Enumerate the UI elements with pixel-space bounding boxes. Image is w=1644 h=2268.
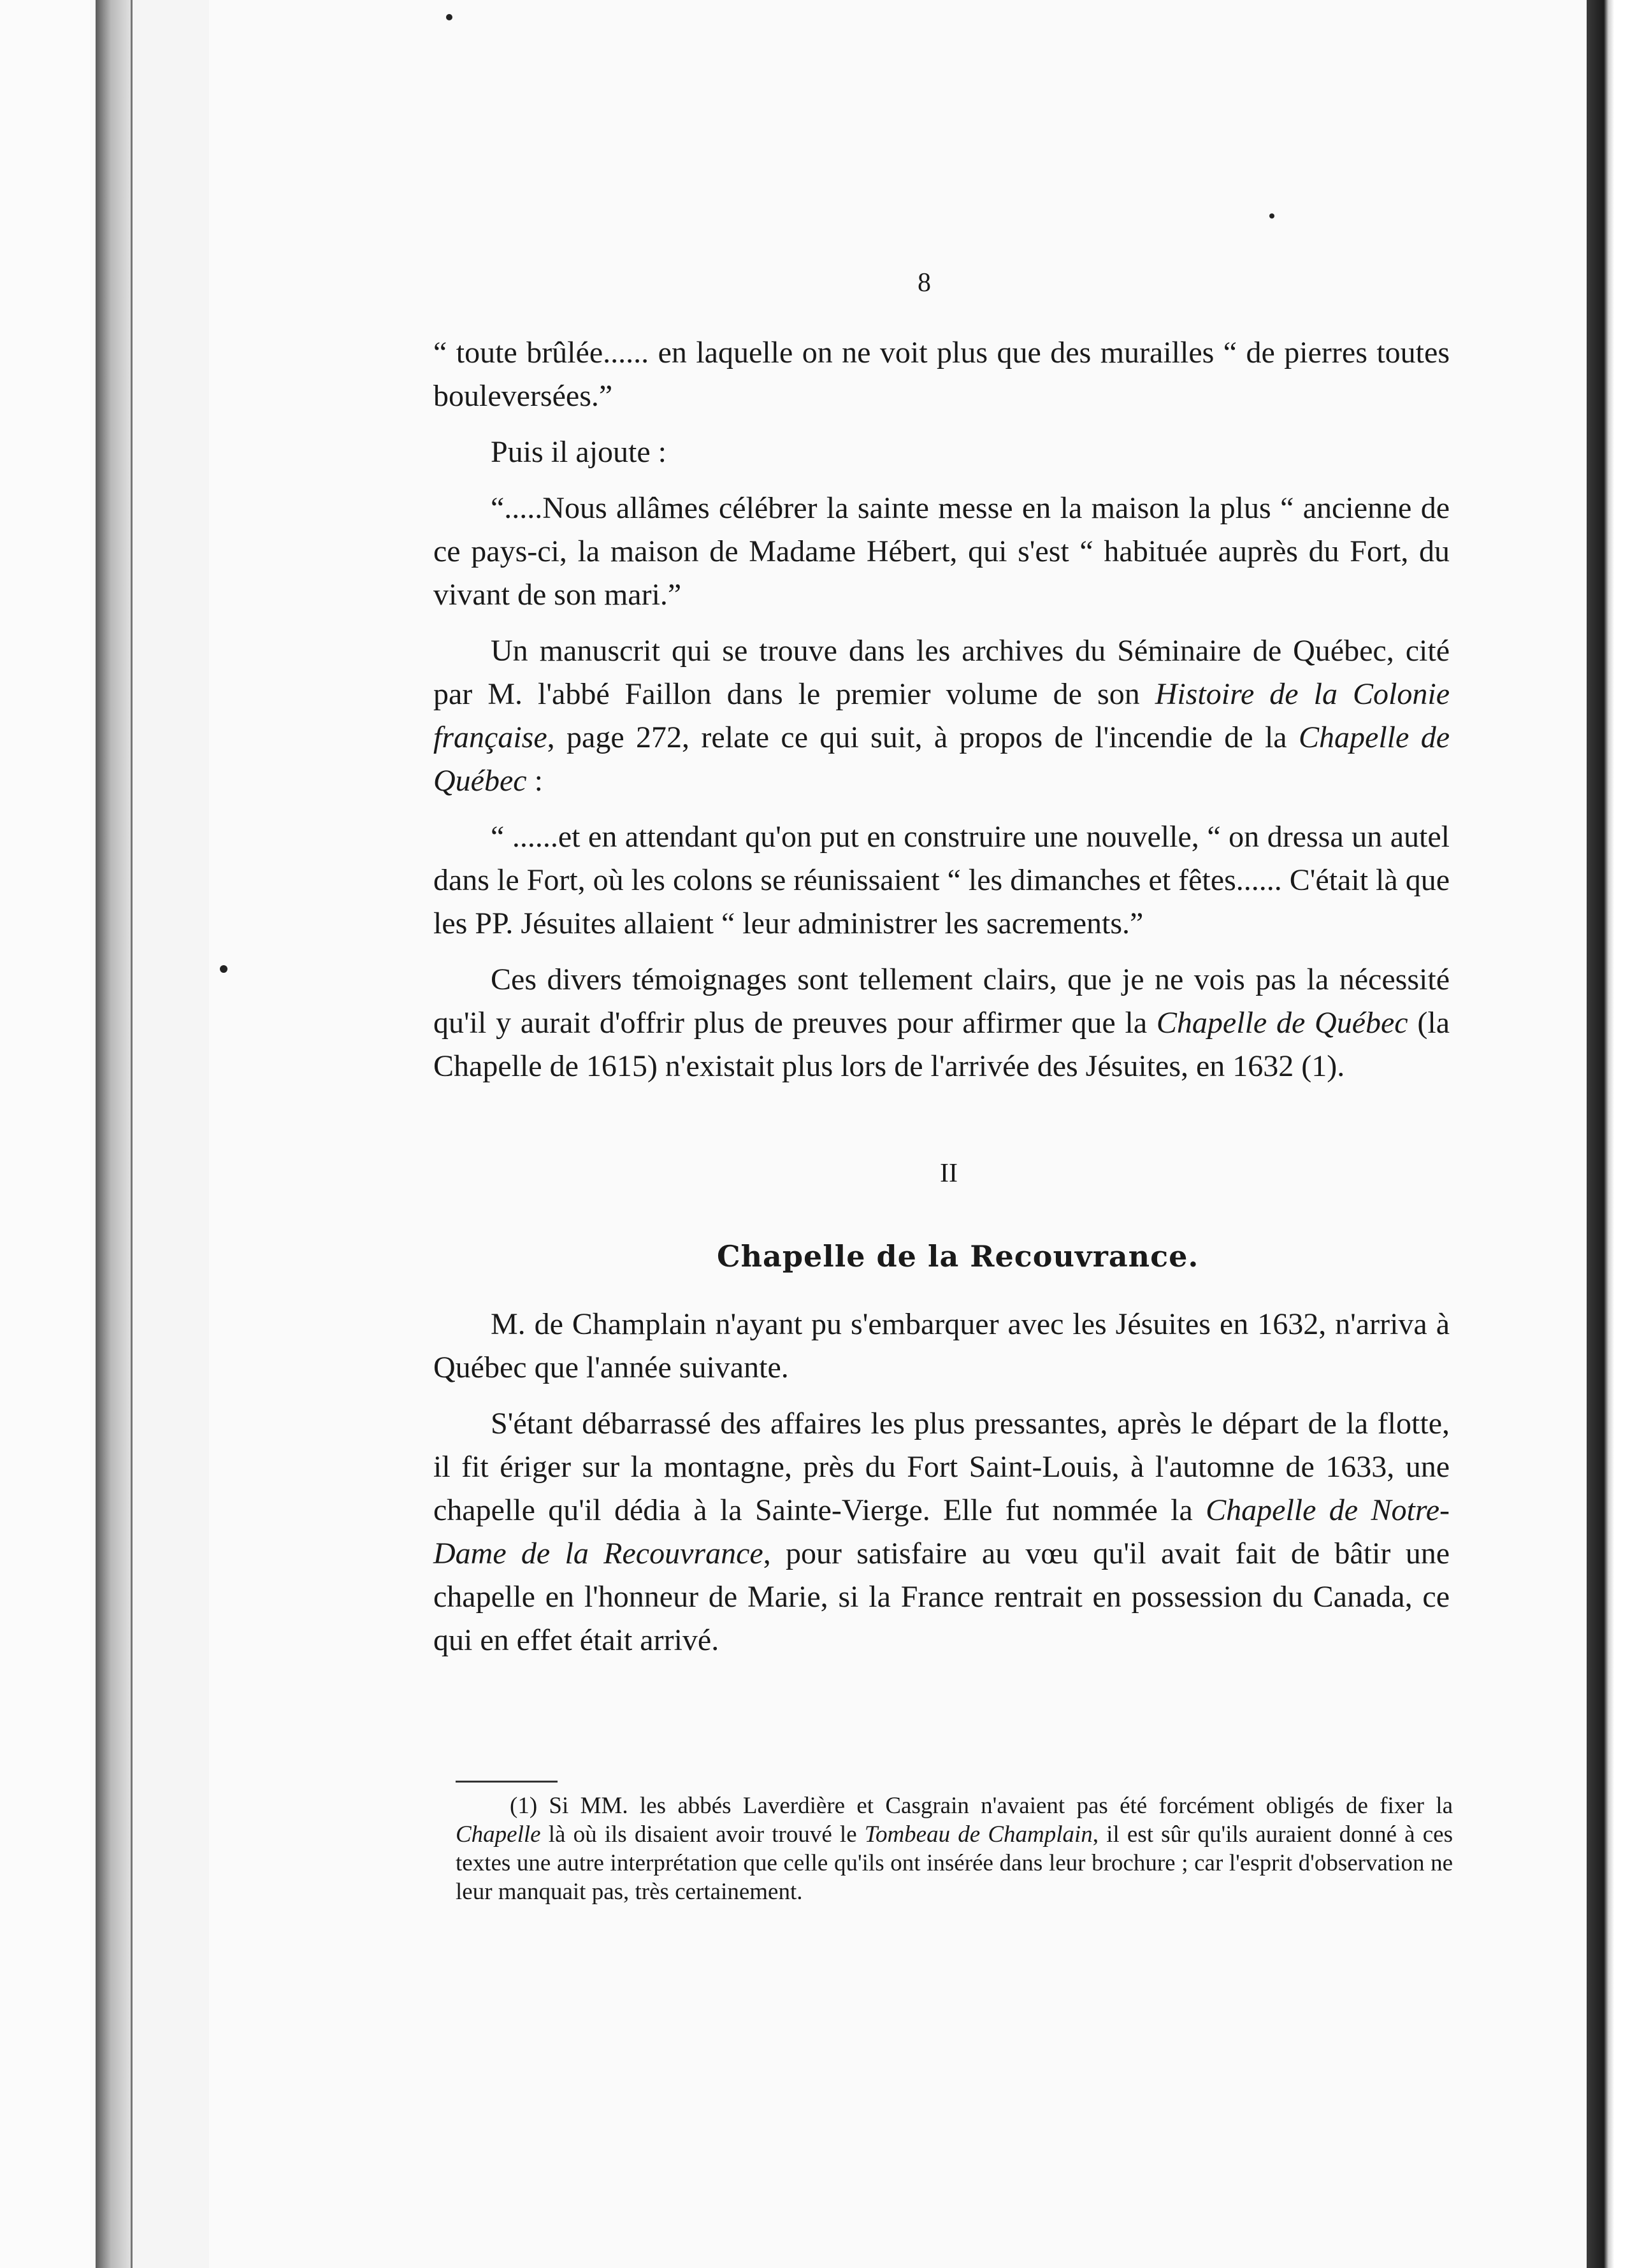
scan-speck <box>446 14 452 20</box>
text-span: là où ils disaient avoir trouvé le <box>540 1821 865 1848</box>
quote-paragraph: “ toute brûlée...... en laquelle on ne voit plus que des murailles “ de pierres toutes bouleversées.” <box>433 336 1450 413</box>
scan-speck <box>220 965 227 973</box>
italic-term: Tombeau de Champlain <box>864 1821 1093 1848</box>
text-top <box>433 331 1450 1088</box>
book-title: Histoire de la Colonie française <box>433 677 1450 754</box>
page-number: 8 <box>918 268 931 298</box>
page-shadow <box>96 0 134 2268</box>
page-binding-edge <box>1587 0 1644 2268</box>
paragraph: Puis il ajoute : <box>491 435 667 469</box>
footnote-divider <box>456 1781 558 1783</box>
place-name: Chapelle de Québec <box>1156 1006 1408 1040</box>
italic-term: Chapelle <box>456 1821 541 1848</box>
text-span: Un manuscrit qui se trouve dans les archives du Séminaire de Québec, cité par M. l'abbé Faillon dans le premier volume de son <box>433 634 1450 711</box>
chapel-name: Chapelle de Notre-Dame de la Recouvrance <box>433 1493 1450 1570</box>
text-span: , pour satisfaire au vœu qu'il avait fait de bâtir une chapelle en l'honneur de Marie, si la France rentrait en possession du Canada, ce qui en effet était arrivé. <box>433 1537 1450 1657</box>
section-title: Chapelle de la Recouvrance. <box>717 1239 1199 1274</box>
paragraph-manuscrit <box>433 629 1450 803</box>
text-span: (la Chapelle de 1615) n'existait plus lors de l'arrivée des Jésuites, en 1632 (1). <box>433 1006 1450 1083</box>
text-span: : <box>526 764 543 798</box>
place-name: Chapelle de Québec <box>433 721 1450 798</box>
text-span: , page 272, relate ce qui suit, à propos de l'incendie de la <box>547 721 1299 754</box>
paragraph: M. de Champlain n'ayant pu s'embarquer avec les Jésuites en 1632, n'arriva à Québec que l'année suivante. <box>433 1307 1450 1384</box>
paragraph-temoignages <box>433 958 1450 1088</box>
quote-paragraph: “ ......et en attendant qu'on put en construire une nouvelle, “ on dressa un autel dans le Fort, où les colons se réunissaient “ les dimanches et fêtes...... C'était là que les PP. Jésuites allaient “ leur administrer les sacrements.” <box>433 820 1450 940</box>
text-span: (1) Si MM. les abbés Laverdière et Casgrain n'avaient pas été forcément obligés de fixer la <box>510 1793 1453 1819</box>
text-bottom <box>433 1303 1450 1662</box>
quote-paragraph: “.....Nous allâmes célébrer la sainte messe en la maison la plus “ ancienne de ce pays-ci, la maison de Madame Hébert, qui s'est “ habituée auprès du Fort, du vivant de son mari.” <box>433 491 1450 612</box>
text-span: S'étant débarrassé des affaires les plus pressantes, après le départ de la flotte, il fit ériger sur la montagne, près du Fort Saint-Louis, à l'automne de 1633, une chapelle qu'il dédia à la Sainte-Vierge. Elle fut nommée la <box>433 1407 1450 1527</box>
scan-speck <box>1269 213 1274 219</box>
paragraph-etant <box>433 1402 1450 1662</box>
footnote <box>456 1791 1453 1906</box>
text-span: , il est sûr qu'ils auraient donné à ces textes une autre interprétation que celle qu'ils ont insérée dans leur brochure ; car l'esprit d'observation ne leur manquait pas, très certainement. <box>456 1821 1453 1905</box>
section-number: II <box>940 1159 958 1188</box>
text-span: Ces divers témoignages sont tellement clairs, que je ne vois pas la nécessité qu'il y aurait d'offrir plus de preuves pour affirmer que la <box>433 963 1450 1040</box>
